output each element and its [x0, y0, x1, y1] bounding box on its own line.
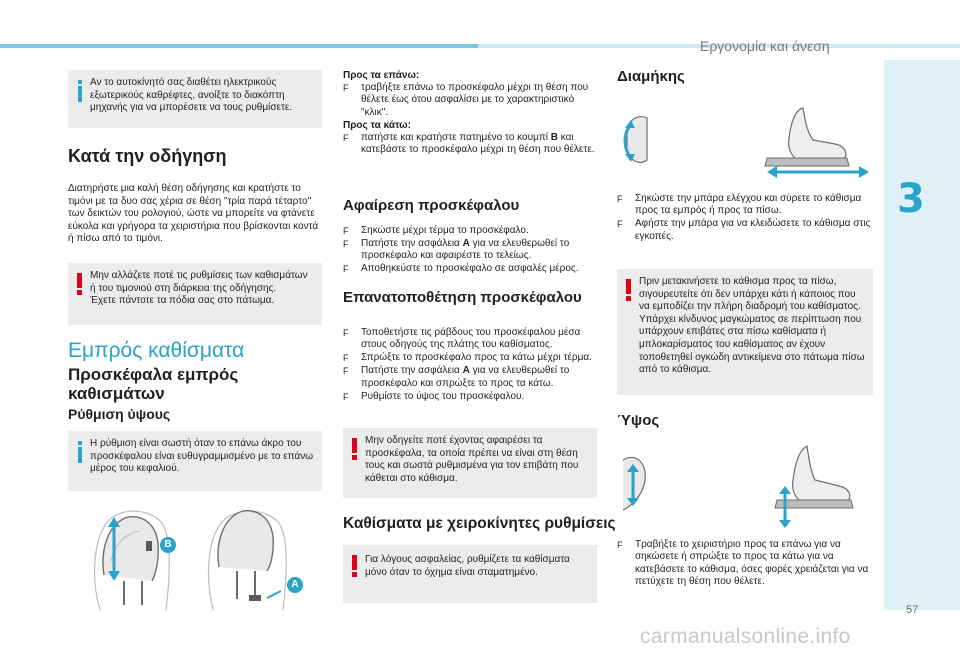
bullet-icon: F	[343, 328, 349, 338]
remove-bullets	[343, 225, 597, 276]
list-item-text: Ρυθμίστε το ύψος του προσκέφαλου.	[361, 390, 525, 402]
warning-box-headrests	[343, 428, 597, 498]
list-item	[343, 82, 595, 119]
list-item	[617, 218, 873, 243]
warning-box-seat-travel	[617, 269, 873, 395]
section-title-height: Ύψος	[617, 412, 660, 429]
headrest-height-illustration	[80, 505, 190, 615]
watermark-text: carmanualsonline.info	[640, 625, 851, 648]
chapter-section-front-seats: Εμπρός καθίσματα	[68, 339, 245, 362]
list-item-text: πατήστε και κρατήστε πατημένο το κουμπί	[361, 132, 551, 143]
list-item	[343, 263, 597, 275]
section-title-remove: Αφαίρεση προσκέφαλου	[343, 197, 520, 214]
section-title-manual-seats: Καθίσματα με χειροκίνητες ρυθμίσεις	[343, 515, 616, 532]
list-item-text: Τοποθετήστε τις ράβδους του προσκέφαλου μέσα στους οδηγούς της πλάτης του καθίσματος.	[361, 327, 581, 351]
down-title: Προς τα κάτω:	[343, 120, 411, 131]
warning-box-text: Πριν μετακινήσετε το κάθισμα προς τα πίσω, σιγουρευτείτε ότι δεν υπάρχει κάτι ή κάποιος που να εμποδίζει την πλήρη διαδρομή του καθίσματος. Υπάρχει κίνδυνος μαγκώματος σε περίπτωση που υπάρχουν επιβάτες στα πίσω καθίσματα ή μπλοκαρίσματος του καθίσματος αν έχουν τοποθετηθεί ογκώδη αντικείμενα στο πάτωμα πίσω από το κάθισμα.	[639, 276, 865, 376]
chapter-side-tab	[884, 60, 960, 610]
down-bullets	[343, 132, 595, 157]
bullet-icon: F	[343, 83, 349, 93]
height-bullets	[617, 539, 873, 589]
list-item-text: Σπρώξτε το προσκέφαλο προς τα κάτω μέχρι τέρμα.	[361, 352, 592, 364]
info-box-text: Η ρύθμιση είναι σωστή όταν το επάνω άκρο του προσκέφαλου είναι ευθυγραμμισμένο με το επάνω μέρος του κεφαλιού.	[90, 438, 314, 475]
bullet-icon: F	[617, 194, 623, 204]
info-icon	[78, 441, 82, 463]
list-item-text: Πατήστε την ασφάλεια	[361, 365, 463, 377]
page-number: 57	[906, 604, 919, 616]
info-icon	[78, 80, 82, 102]
list-item-text: Τραβήξτε το χειριστήριο προς τα επάνω για να σηκώσετε ή σπρώξτε το προς τα κάτω για να κατεβάσετε το κάθισμα, όσες φορές χρειάζεται για να πετύχετε τη θέση που θέλετε.	[635, 539, 869, 588]
warning-box-text: Μην αλλάζετε ποτέ τις ρυθμίσεις των καθισμάτων ή του τιμονιού στη διάρκεια της οδήγησης. Έχετε πάντοτε τα πόδια σας στο πάτωμα.	[90, 270, 308, 307]
driving-paragraph: Διατηρήστε μια καλή θέση οδήγησης και κρατήστε το τιμόνι με τα δυο σας χέρια σε θέση "τρία παρά τέταρτο" των δεικτών του ρολογιού, ώστε να μπορείτε να φτάνετε εύκολα και γρήγορα τα χειριστήρια που βρίσκονται κοντά ή πίσω από το τιμόνι.	[68, 183, 319, 245]
list-item	[343, 132, 595, 157]
bullet-icon: F	[617, 219, 623, 230]
key-label: A	[462, 365, 470, 377]
section-title-headrests: Προσκέφαλα εμπρός καθισμάτων	[68, 365, 239, 403]
bullet-icon: F	[343, 226, 349, 236]
list-item	[343, 327, 597, 352]
list-item-text: τραβήξτε επάνω το προσκέφαλο μέχρι τη θέση που θέλετε έως ότου ασφαλίσει με το χαρακτηριστικό "κλικ".	[361, 82, 589, 118]
list-item	[343, 391, 597, 403]
list-item-text: και κατεβάστε το προσκέφαλο μέχρι τη θέση που θέλετε.	[361, 132, 595, 156]
section-title-refit: Επανατοποθέτηση προσκέφαλου	[343, 289, 582, 306]
warning-icon	[352, 438, 357, 460]
bullet-icon: F	[343, 391, 349, 402]
info-box-headrest	[68, 431, 322, 491]
warning-icon	[352, 555, 357, 577]
list-item-text: για να ελευθερωθεί το προσκέφαλο και αφαιρέστε το τελείως.	[361, 237, 570, 262]
list-item-text: Αποθηκεύστε το προσκέφαλο σε ασφαλές μέρος.	[361, 263, 579, 275]
warning-icon	[626, 279, 631, 301]
longitudinal-bullets	[617, 193, 873, 244]
list-item-text: Σηκώστε την μπάρα ελέγχου και σύρετε το κάθισμα προς τα εμπρός ή προς τα πίσω.	[635, 193, 862, 217]
seat-longitudinal-illustration	[617, 100, 873, 182]
bullet-icon: F	[343, 238, 349, 249]
top-accent-bar	[0, 44, 478, 48]
bullet-icon: F	[343, 264, 349, 275]
label-b-badge: B	[160, 537, 176, 553]
list-item	[617, 539, 873, 589]
warning-box-text: Μην οδηγείτε ποτέ έχοντας αφαιρέσει τα προσκέφαλα, τα οποία πρέπει να είναι στη θέση τους και σωστά ρυθμισμένα για τον επιβάτη που κάθεται στο κάθισμα.	[365, 435, 579, 484]
label-a-badge: A	[287, 577, 303, 593]
list-item	[343, 365, 597, 390]
info-box-mirrors	[68, 70, 322, 128]
warning-box-driving	[68, 263, 322, 325]
key-label: B	[550, 132, 558, 143]
list-item-text: για να ελευθερωθεί το προσκέφαλο και σπρώξτε το προς τα κάτω.	[361, 365, 570, 389]
info-box-text: Αν το αυτοκίνητό σας διαθέτει ηλεκτρικούς εξωτερικούς καθρέφτες, ανοίξτε το διακόπτη μηχανής για να μπορέσετε να τους ρυθμίσετε.	[90, 77, 293, 114]
refit-bullets	[343, 327, 597, 403]
warning-box-safety	[343, 545, 597, 603]
bullet-icon: F	[343, 366, 349, 377]
subsection-title-height: Ρύθμιση ύψους	[68, 406, 171, 422]
chapter-header-title: Εργονομία και άνεση	[700, 38, 830, 54]
chapter-number: 3	[897, 176, 925, 222]
list-item-text: Σηκώστε μέχρι τέρμα το προσκέφαλο.	[361, 225, 529, 236]
seat-height-illustration	[617, 440, 873, 532]
bullet-icon: F	[343, 353, 349, 364]
list-item	[617, 193, 873, 218]
section-title-longitudinal: Διαμήκης	[617, 68, 685, 85]
warning-box-text: Για λόγους ασφαλείας, ρυθμίζετε τα καθίσματα μόνο όταν το όχημα είναι σταματημένο.	[365, 554, 570, 578]
headrest-removal-illustration	[195, 505, 310, 615]
up-title: Προς τα επάνω:	[343, 70, 420, 81]
bullet-icon: F	[617, 540, 623, 550]
list-item	[343, 225, 597, 237]
list-item-text: Αφήστε την μπάρα για να κλειδώσετε το κάθισμα στις εγκοπές.	[635, 218, 871, 242]
up-bullets	[343, 82, 595, 120]
warning-icon	[77, 273, 82, 295]
key-label: A	[462, 237, 470, 249]
section-title-driving: Κατά την οδήγηση	[68, 146, 227, 166]
list-item	[343, 238, 597, 263]
bullet-icon: F	[343, 133, 349, 143]
list-item	[343, 352, 597, 364]
list-item-text: Πατήστε την ασφάλεια	[361, 237, 463, 249]
